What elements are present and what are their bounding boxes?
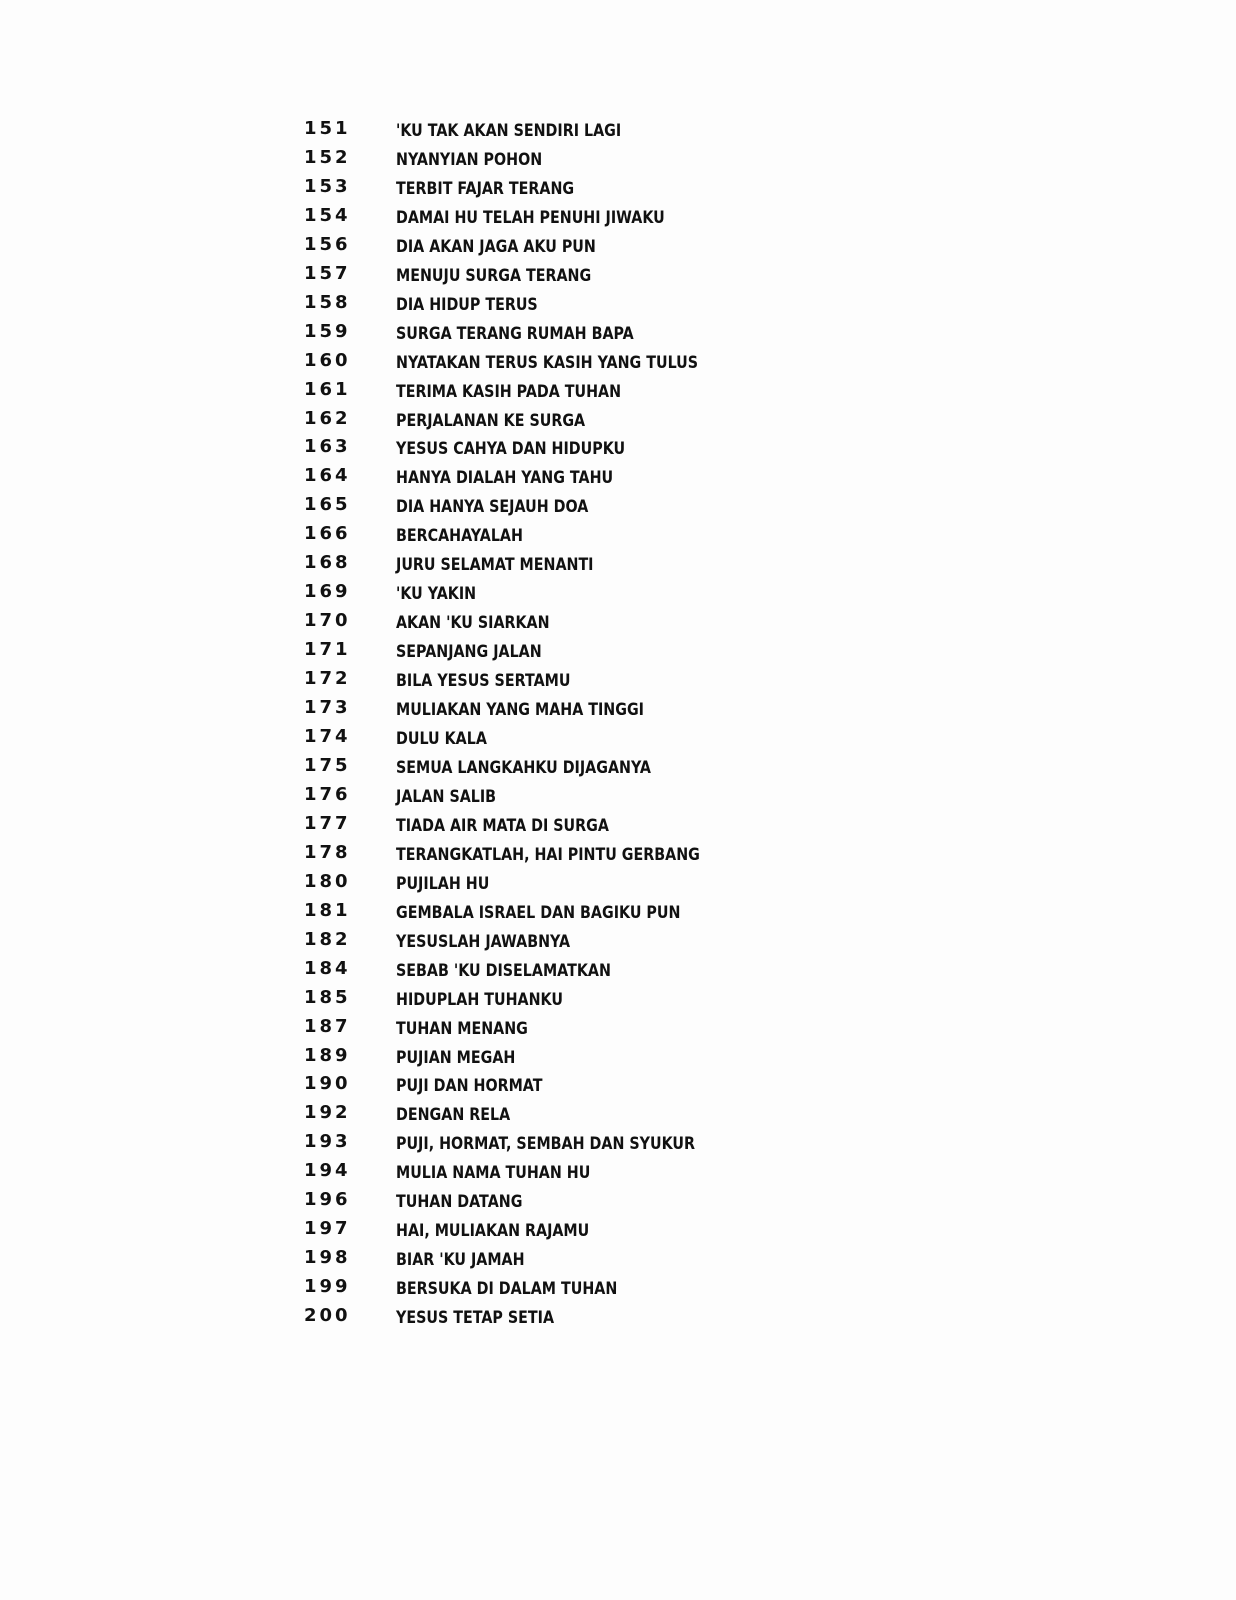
song-number: 200 bbox=[304, 1305, 351, 1327]
song-number: 160 bbox=[304, 349, 351, 371]
song-title: PERJALANAN KE SURGA bbox=[396, 410, 586, 431]
song-row bbox=[304, 841, 864, 870]
song-number: 175 bbox=[304, 754, 351, 776]
song-number: 192 bbox=[304, 1102, 351, 1124]
song-title: DENGAN RELA bbox=[396, 1105, 511, 1126]
song-number: 196 bbox=[304, 1189, 351, 1211]
song-title: MULIAKAN YANG MAHA TINGGI bbox=[396, 700, 644, 721]
song-row bbox=[304, 1188, 864, 1217]
song-title: BERSUKA DI DALAM TUHAN bbox=[396, 1279, 618, 1300]
song-number: 159 bbox=[304, 320, 351, 342]
song-title: PUJI DAN HORMAT bbox=[396, 1076, 543, 1097]
song-index-list bbox=[304, 117, 864, 1333]
song-number: 162 bbox=[304, 407, 351, 429]
song-number: 189 bbox=[304, 1044, 351, 1066]
song-title: PUJIAN MEGAH bbox=[396, 1047, 516, 1068]
song-row bbox=[304, 493, 864, 522]
song-number: 161 bbox=[304, 378, 351, 400]
song-title: GEMBALA ISRAEL DAN BAGIKU PUN bbox=[396, 902, 681, 923]
song-number: 194 bbox=[304, 1160, 351, 1182]
song-row bbox=[304, 1304, 864, 1333]
song-title: SURGA TERANG RUMAH BAPA bbox=[396, 323, 634, 344]
song-number: 199 bbox=[304, 1276, 351, 1298]
song-title: HANYA DIALAH YANG TAHU bbox=[396, 468, 614, 489]
song-number: 165 bbox=[304, 494, 351, 516]
song-row bbox=[304, 899, 864, 928]
song-row bbox=[304, 435, 864, 464]
song-title: TIADA AIR MATA DI SURGA bbox=[396, 815, 609, 836]
song-row bbox=[304, 551, 864, 580]
song-row bbox=[304, 262, 864, 291]
song-number: 163 bbox=[304, 436, 351, 458]
song-number: 177 bbox=[304, 812, 351, 834]
song-number: 187 bbox=[304, 1015, 351, 1037]
song-row bbox=[304, 957, 864, 986]
song-title: YESUS CAHYA DAN HIDUPKU bbox=[396, 439, 626, 460]
song-title: DIA AKAN JAGA AKU PUN bbox=[396, 236, 596, 257]
song-row bbox=[304, 204, 864, 233]
song-title: DIA HIDUP TERUS bbox=[396, 294, 538, 315]
song-number: 182 bbox=[304, 928, 351, 950]
song-title: 'KU TAK AKAN SENDIRI LAGI bbox=[396, 121, 622, 141]
song-title: DAMAI HU TELAH PENUHI JIWAKU bbox=[396, 207, 665, 228]
song-title: HIDUPLAH TUHANKU bbox=[396, 989, 563, 1010]
song-title: YESUSLAH JAWABNYA bbox=[396, 931, 571, 952]
song-row bbox=[304, 233, 864, 262]
song-row bbox=[304, 291, 864, 320]
song-row bbox=[304, 638, 864, 667]
song-number: 164 bbox=[304, 465, 351, 487]
song-number: 171 bbox=[304, 639, 351, 661]
song-number: 178 bbox=[304, 841, 351, 863]
song-number: 173 bbox=[304, 697, 351, 719]
song-number: 153 bbox=[304, 175, 351, 197]
song-title: YESUS TETAP SETIA bbox=[396, 1308, 554, 1329]
song-row bbox=[304, 378, 864, 407]
song-title: SEBAB 'KU DISELAMATKAN bbox=[396, 960, 611, 981]
song-title: MULIA NAMA TUHAN HU bbox=[396, 1163, 591, 1184]
song-title: PUJI, HORMAT, SEMBAH DAN SYUKUR bbox=[396, 1134, 695, 1155]
song-number: 197 bbox=[304, 1218, 351, 1240]
song-number: 174 bbox=[304, 726, 351, 748]
song-number: 180 bbox=[304, 870, 351, 892]
song-row bbox=[304, 696, 864, 725]
song-number: 166 bbox=[304, 523, 351, 545]
song-title: BILA YESUS SERTAMU bbox=[396, 671, 571, 692]
song-title: SEPANJANG JALAN bbox=[396, 642, 542, 663]
song-title: JALAN SALIB bbox=[396, 786, 497, 807]
song-title: TUHAN MENANG bbox=[396, 1018, 528, 1039]
song-number: 172 bbox=[304, 668, 351, 690]
song-row bbox=[304, 870, 864, 899]
song-number: 198 bbox=[304, 1247, 351, 1269]
song-number: 176 bbox=[304, 783, 351, 805]
song-number: 170 bbox=[304, 610, 351, 632]
song-title: NYANYIAN POHON bbox=[396, 149, 543, 170]
song-row bbox=[304, 1159, 864, 1188]
song-number: 168 bbox=[304, 552, 351, 574]
song-row bbox=[304, 725, 864, 754]
song-title: SEMUA LANGKAHKU DIJAGANYA bbox=[396, 757, 651, 778]
song-row bbox=[304, 117, 864, 146]
song-title: AKAN 'KU SIARKAN bbox=[396, 613, 550, 634]
song-title: TERANGKATLAH, HAI PINTU GERBANG bbox=[396, 844, 700, 865]
song-row bbox=[304, 1044, 864, 1073]
song-row bbox=[304, 1275, 864, 1304]
song-title: TERBIT FAJAR TERANG bbox=[396, 178, 575, 199]
song-title: 'KU YAKIN bbox=[396, 584, 477, 605]
song-row bbox=[304, 522, 864, 551]
song-row bbox=[304, 812, 864, 841]
song-number: 181 bbox=[304, 899, 351, 921]
song-row bbox=[304, 609, 864, 638]
song-number: 193 bbox=[304, 1131, 351, 1153]
song-row bbox=[304, 146, 864, 175]
song-number: 154 bbox=[304, 204, 351, 226]
song-number: 185 bbox=[304, 986, 351, 1008]
song-row bbox=[304, 1072, 864, 1101]
song-number: 190 bbox=[304, 1073, 351, 1095]
song-row bbox=[304, 407, 864, 436]
song-title: BIAR 'KU JAMAH bbox=[396, 1250, 525, 1271]
song-row bbox=[304, 464, 864, 493]
song-number: 184 bbox=[304, 957, 351, 979]
song-number: 156 bbox=[304, 233, 351, 255]
song-row bbox=[304, 1130, 864, 1159]
song-row bbox=[304, 783, 864, 812]
song-number: 151 bbox=[304, 118, 351, 139]
song-row bbox=[304, 320, 864, 349]
song-row bbox=[304, 580, 864, 609]
song-row bbox=[304, 1101, 864, 1130]
song-row bbox=[304, 349, 864, 378]
song-row bbox=[304, 1217, 864, 1246]
song-row bbox=[304, 986, 864, 1015]
song-title: BERCAHAYALAH bbox=[396, 526, 523, 547]
song-row bbox=[304, 175, 864, 204]
song-row bbox=[304, 1246, 864, 1275]
song-title: TERIMA KASIH PADA TUHAN bbox=[396, 381, 622, 402]
song-number: 158 bbox=[304, 291, 351, 313]
song-row bbox=[304, 1015, 864, 1044]
song-title: DULU KALA bbox=[396, 729, 487, 750]
song-title: HAI, MULIAKAN RAJAMU bbox=[396, 1221, 590, 1242]
song-title: JURU SELAMAT MENANTI bbox=[396, 555, 594, 576]
song-title: NYATAKAN TERUS KASIH YANG TULUS bbox=[396, 352, 699, 373]
song-row bbox=[304, 667, 864, 696]
song-number: 157 bbox=[304, 262, 351, 284]
song-row bbox=[304, 928, 864, 957]
song-title: DIA HANYA SEJAUH DOA bbox=[396, 497, 589, 518]
song-row bbox=[304, 754, 864, 783]
song-title: PUJILAH HU bbox=[396, 873, 490, 894]
song-title: MENUJU SURGA TERANG bbox=[396, 265, 592, 286]
song-number: 169 bbox=[304, 581, 351, 603]
song-number: 152 bbox=[304, 146, 351, 168]
song-title: TUHAN DATANG bbox=[396, 1192, 523, 1213]
